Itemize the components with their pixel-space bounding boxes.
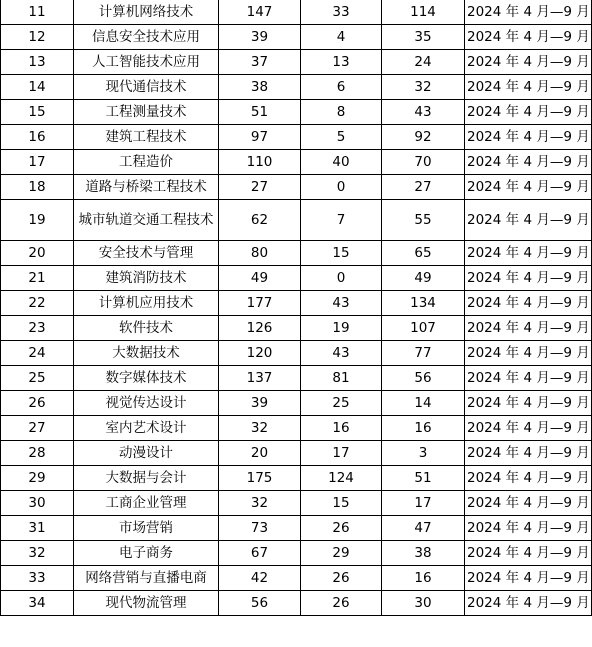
program-name-cell: 室内艺术设计 bbox=[74, 416, 219, 441]
row-number-cell: 26 bbox=[1, 391, 74, 416]
program-name-cell: 人工智能技术应用 bbox=[74, 50, 219, 75]
program-name-cell: 动漫设计 bbox=[74, 441, 219, 466]
period-cell: 2024 年 4 月—9 月 bbox=[465, 541, 592, 566]
program-name-cell: 市场营销 bbox=[74, 516, 219, 541]
row-number-cell: 16 bbox=[1, 125, 74, 150]
table-row bbox=[1, 516, 592, 541]
period-cell: 2024 年 4 月—9 月 bbox=[465, 200, 592, 241]
period-cell: 2024 年 4 月—9 月 bbox=[465, 125, 592, 150]
period-cell: 2024 年 4 月—9 月 bbox=[465, 391, 592, 416]
table-row bbox=[1, 441, 592, 466]
program-name-cell: 建筑消防技术 bbox=[74, 266, 219, 291]
count-a-cell: 43 bbox=[301, 291, 382, 316]
count-a-cell: 6 bbox=[301, 75, 382, 100]
total-count-cell: 39 bbox=[219, 391, 301, 416]
count-b-cell: 134 bbox=[382, 291, 465, 316]
count-a-cell: 5 bbox=[301, 125, 382, 150]
row-number-cell: 18 bbox=[1, 175, 74, 200]
table-row bbox=[1, 125, 592, 150]
program-name-cell: 工商企业管理 bbox=[74, 491, 219, 516]
table-row bbox=[1, 391, 592, 416]
table-row bbox=[1, 291, 592, 316]
row-number-cell: 15 bbox=[1, 100, 74, 125]
period-cell: 2024 年 4 月—9 月 bbox=[465, 266, 592, 291]
count-b-cell: 65 bbox=[382, 241, 465, 266]
period-cell: 2024 年 4 月—9 月 bbox=[465, 75, 592, 100]
count-a-cell: 13 bbox=[301, 50, 382, 75]
total-count-cell: 120 bbox=[219, 341, 301, 366]
count-b-cell: 24 bbox=[382, 50, 465, 75]
row-number-cell: 20 bbox=[1, 241, 74, 266]
count-b-cell: 51 bbox=[382, 466, 465, 491]
program-name-cell: 建筑工程技术 bbox=[74, 125, 219, 150]
table-row bbox=[1, 200, 592, 241]
count-b-cell: 56 bbox=[382, 366, 465, 391]
total-count-cell: 73 bbox=[219, 516, 301, 541]
program-name-cell: 安全技术与管理 bbox=[74, 241, 219, 266]
row-number-cell: 30 bbox=[1, 491, 74, 516]
table-row bbox=[1, 241, 592, 266]
program-name-cell: 工程测量技术 bbox=[74, 100, 219, 125]
table-row bbox=[1, 566, 592, 591]
total-count-cell: 51 bbox=[219, 100, 301, 125]
program-name-cell: 大数据技术 bbox=[74, 341, 219, 366]
count-a-cell: 81 bbox=[301, 366, 382, 391]
table-row bbox=[1, 541, 592, 566]
program-name-cell: 视觉传达设计 bbox=[74, 391, 219, 416]
row-number-cell: 21 bbox=[1, 266, 74, 291]
program-name-cell: 道路与桥梁工程技术 bbox=[74, 175, 219, 200]
table-row bbox=[1, 0, 592, 25]
count-a-cell: 7 bbox=[301, 200, 382, 241]
count-b-cell: 114 bbox=[382, 0, 465, 25]
row-number-cell: 12 bbox=[1, 25, 74, 50]
count-b-cell: 35 bbox=[382, 25, 465, 50]
period-cell: 2024 年 4 月—9 月 bbox=[465, 516, 592, 541]
count-a-cell: 16 bbox=[301, 416, 382, 441]
count-b-cell: 16 bbox=[382, 416, 465, 441]
table-row bbox=[1, 100, 592, 125]
count-a-cell: 0 bbox=[301, 175, 382, 200]
total-count-cell: 80 bbox=[219, 241, 301, 266]
row-number-cell: 23 bbox=[1, 316, 74, 341]
count-b-cell: 27 bbox=[382, 175, 465, 200]
period-cell: 2024 年 4 月—9 月 bbox=[465, 591, 592, 616]
row-number-cell: 19 bbox=[1, 200, 74, 241]
count-b-cell: 3 bbox=[382, 441, 465, 466]
total-count-cell: 42 bbox=[219, 566, 301, 591]
table-row bbox=[1, 366, 592, 391]
count-a-cell: 26 bbox=[301, 566, 382, 591]
count-a-cell: 19 bbox=[301, 316, 382, 341]
program-name-cell: 电子商务 bbox=[74, 541, 219, 566]
table-row bbox=[1, 75, 592, 100]
count-a-cell: 26 bbox=[301, 516, 382, 541]
total-count-cell: 110 bbox=[219, 150, 301, 175]
program-name-cell: 城市轨道交通工程技术 bbox=[74, 200, 219, 241]
table-row bbox=[1, 341, 592, 366]
total-count-cell: 38 bbox=[219, 75, 301, 100]
program-name-cell: 现代物流管理 bbox=[74, 591, 219, 616]
period-cell: 2024 年 4 月—9 月 bbox=[465, 100, 592, 125]
count-a-cell: 15 bbox=[301, 241, 382, 266]
count-a-cell: 0 bbox=[301, 266, 382, 291]
total-count-cell: 67 bbox=[219, 541, 301, 566]
period-cell: 2024 年 4 月—9 月 bbox=[465, 25, 592, 50]
row-number-cell: 29 bbox=[1, 466, 74, 491]
count-a-cell: 8 bbox=[301, 100, 382, 125]
total-count-cell: 32 bbox=[219, 491, 301, 516]
total-count-cell: 56 bbox=[219, 591, 301, 616]
count-b-cell: 30 bbox=[382, 591, 465, 616]
count-b-cell: 55 bbox=[382, 200, 465, 241]
program-name-cell: 计算机应用技术 bbox=[74, 291, 219, 316]
period-cell: 2024 年 4 月—9 月 bbox=[465, 241, 592, 266]
total-count-cell: 27 bbox=[219, 175, 301, 200]
count-a-cell: 43 bbox=[301, 341, 382, 366]
total-count-cell: 147 bbox=[219, 0, 301, 25]
total-count-cell: 137 bbox=[219, 366, 301, 391]
count-b-cell: 32 bbox=[382, 75, 465, 100]
program-name-cell: 信息安全技术应用 bbox=[74, 25, 219, 50]
total-count-cell: 126 bbox=[219, 316, 301, 341]
program-name-cell: 工程造价 bbox=[74, 150, 219, 175]
count-b-cell: 77 bbox=[382, 341, 465, 366]
count-a-cell: 40 bbox=[301, 150, 382, 175]
table-row bbox=[1, 266, 592, 291]
program-name-cell: 大数据与会计 bbox=[74, 466, 219, 491]
count-b-cell: 16 bbox=[382, 566, 465, 591]
count-b-cell: 49 bbox=[382, 266, 465, 291]
row-number-cell: 24 bbox=[1, 341, 74, 366]
table-row bbox=[1, 591, 592, 616]
period-cell: 2024 年 4 月—9 月 bbox=[465, 366, 592, 391]
table-row bbox=[1, 150, 592, 175]
row-number-cell: 13 bbox=[1, 50, 74, 75]
count-b-cell: 17 bbox=[382, 491, 465, 516]
program-name-cell: 软件技术 bbox=[74, 316, 219, 341]
row-number-cell: 32 bbox=[1, 541, 74, 566]
period-cell: 2024 年 4 月—9 月 bbox=[465, 441, 592, 466]
period-cell: 2024 年 4 月—9 月 bbox=[465, 291, 592, 316]
count-a-cell: 29 bbox=[301, 541, 382, 566]
count-a-cell: 26 bbox=[301, 591, 382, 616]
table-row bbox=[1, 50, 592, 75]
table-body bbox=[1, 0, 592, 616]
period-cell: 2024 年 4 月—9 月 bbox=[465, 491, 592, 516]
count-a-cell: 33 bbox=[301, 0, 382, 25]
count-b-cell: 70 bbox=[382, 150, 465, 175]
program-name-cell: 数字媒体技术 bbox=[74, 366, 219, 391]
count-b-cell: 47 bbox=[382, 516, 465, 541]
table-row bbox=[1, 316, 592, 341]
period-cell: 2024 年 4 月—9 月 bbox=[465, 416, 592, 441]
period-cell: 2024 年 4 月—9 月 bbox=[465, 0, 592, 25]
row-number-cell: 22 bbox=[1, 291, 74, 316]
period-cell: 2024 年 4 月—9 月 bbox=[465, 566, 592, 591]
period-cell: 2024 年 4 月—9 月 bbox=[465, 466, 592, 491]
total-count-cell: 20 bbox=[219, 441, 301, 466]
total-count-cell: 97 bbox=[219, 125, 301, 150]
table-row bbox=[1, 466, 592, 491]
total-count-cell: 62 bbox=[219, 200, 301, 241]
total-count-cell: 39 bbox=[219, 25, 301, 50]
total-count-cell: 175 bbox=[219, 466, 301, 491]
row-number-cell: 34 bbox=[1, 591, 74, 616]
program-name-cell: 计算机网络技术 bbox=[74, 0, 219, 25]
row-number-cell: 33 bbox=[1, 566, 74, 591]
table-row bbox=[1, 491, 592, 516]
count-a-cell: 25 bbox=[301, 391, 382, 416]
total-count-cell: 177 bbox=[219, 291, 301, 316]
count-b-cell: 38 bbox=[382, 541, 465, 566]
count-b-cell: 14 bbox=[382, 391, 465, 416]
table-row bbox=[1, 175, 592, 200]
row-number-cell: 25 bbox=[1, 366, 74, 391]
program-name-cell: 网络营销与直播电商 bbox=[74, 566, 219, 591]
period-cell: 2024 年 4 月—9 月 bbox=[465, 175, 592, 200]
row-number-cell: 27 bbox=[1, 416, 74, 441]
count-b-cell: 107 bbox=[382, 316, 465, 341]
count-a-cell: 15 bbox=[301, 491, 382, 516]
period-cell: 2024 年 4 月—9 月 bbox=[465, 316, 592, 341]
row-number-cell: 14 bbox=[1, 75, 74, 100]
period-cell: 2024 年 4 月—9 月 bbox=[465, 341, 592, 366]
total-count-cell: 37 bbox=[219, 50, 301, 75]
count-a-cell: 4 bbox=[301, 25, 382, 50]
count-b-cell: 92 bbox=[382, 125, 465, 150]
total-count-cell: 49 bbox=[219, 266, 301, 291]
row-number-cell: 28 bbox=[1, 441, 74, 466]
row-number-cell: 17 bbox=[1, 150, 74, 175]
row-number-cell: 11 bbox=[1, 0, 74, 25]
period-cell: 2024 年 4 月—9 月 bbox=[465, 150, 592, 175]
count-b-cell: 43 bbox=[382, 100, 465, 125]
total-count-cell: 32 bbox=[219, 416, 301, 441]
program-name-cell: 现代通信技术 bbox=[74, 75, 219, 100]
table-row bbox=[1, 416, 592, 441]
period-cell: 2024 年 4 月—9 月 bbox=[465, 50, 592, 75]
count-a-cell: 17 bbox=[301, 441, 382, 466]
row-number-cell: 31 bbox=[1, 516, 74, 541]
table-row bbox=[1, 25, 592, 50]
count-a-cell: 124 bbox=[301, 466, 382, 491]
